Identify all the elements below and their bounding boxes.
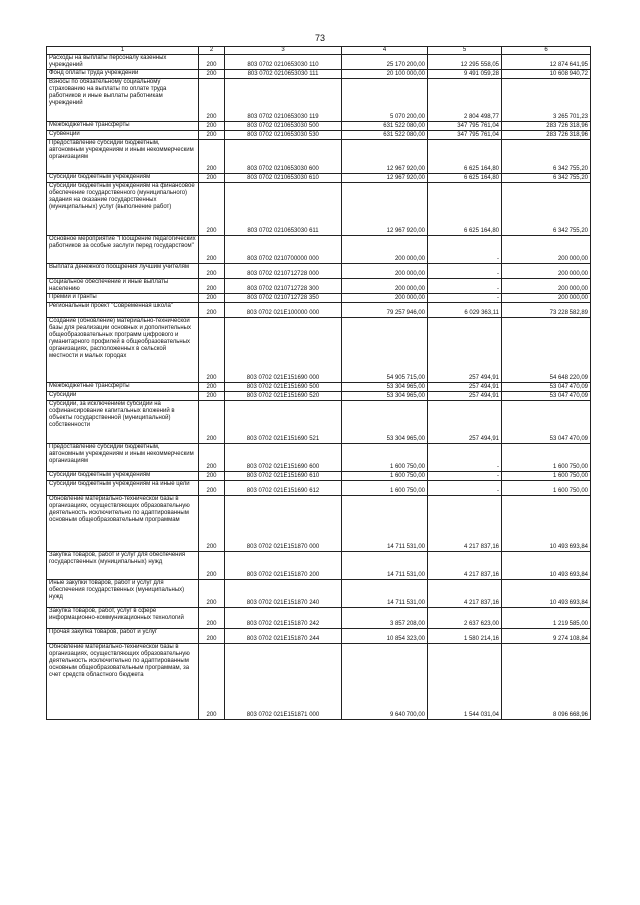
row-exec-cell: 257 494,91 [428, 318, 502, 383]
row-name-cell: Создание (обновление) материально-технической базы для реализации основных и дополнительных общеобразовательных программ цифрового и гуманитарного профилей в общеобразовательных организациях, расположенных в сельской местности и малых городах [47, 318, 199, 383]
row-code-cell: 200 [199, 174, 225, 183]
row-code-cell: 200 [199, 140, 225, 174]
row-kbk-cell: 803 0702 0210700000 000 [225, 236, 342, 264]
row-kbk-cell: 803 0702 021E151690 610 [225, 472, 342, 481]
table-row [47, 496, 591, 552]
row-rest-cell: 200 000,00 [502, 236, 591, 264]
row-exec-cell: 12 295 558,05 [428, 55, 502, 70]
row-plan-cell: 200 000,00 [342, 264, 428, 279]
row-kbk-cell: 803 0702 0210712728 000 [225, 264, 342, 279]
row-code-cell: 200 [199, 122, 225, 131]
row-name-cell: Субсидии бюджетным учреждениям на иные цели [47, 481, 199, 496]
row-code-cell: 200 [199, 580, 225, 608]
header-cell-4: 4 [342, 47, 428, 55]
row-rest-cell: 73 228 582,89 [502, 303, 591, 318]
row-rest-cell: 53 047 470,09 [502, 401, 591, 444]
row-kbk-cell: 803 0702 0210653030 500 [225, 122, 342, 131]
row-kbk-cell: 803 0702 0210653030 119 [225, 79, 342, 122]
row-exec-cell: - [428, 481, 502, 496]
row-name-cell: Фонд оплаты труда учреждений [47, 70, 199, 79]
row-exec-cell: - [428, 279, 502, 294]
row-rest-cell: 1 219 585,00 [502, 608, 591, 629]
row-exec-cell: 2 804 498,77 [428, 79, 502, 122]
row-kbk-cell: 803 0702 021E151690 000 [225, 318, 342, 383]
table-row [47, 401, 591, 444]
row-rest-cell: 54 648 220,09 [502, 318, 591, 383]
row-exec-cell: - [428, 264, 502, 279]
table-row [47, 318, 591, 383]
row-kbk-cell: 803 0702 0210653030 110 [225, 55, 342, 70]
header-cell-3: 3 [225, 47, 342, 55]
row-kbk-cell: 803 0702 0210653030 611 [225, 183, 342, 236]
row-code-cell: 200 [199, 318, 225, 383]
row-rest-cell: 53 047 470,09 [502, 383, 591, 392]
row-name-cell: Субсидии бюджетным учреждениям на финансовое обеспечение государственного (муниципального) задания на оказание государственных (муниципальных) услуг (выполнение работ) [47, 183, 199, 236]
row-code-cell: 200 [199, 383, 225, 392]
row-rest-cell: 10 608 940,72 [502, 70, 591, 79]
row-code-cell: 200 [199, 70, 225, 79]
row-plan-cell: 3 857 208,00 [342, 608, 428, 629]
row-rest-cell: 200 000,00 [502, 294, 591, 303]
row-code-cell: 200 [199, 264, 225, 279]
row-name-cell: Предоставление субсидий бюджетным, автономным учреждениям и иным некоммерческим организациям [47, 444, 199, 472]
row-plan-cell: 14 711 531,00 [342, 552, 428, 580]
row-rest-cell: 283 726 318,96 [502, 122, 591, 131]
row-code-cell: 200 [199, 279, 225, 294]
row-kbk-cell: 803 0702 021E151690 600 [225, 444, 342, 472]
row-exec-cell: 6 625 164,80 [428, 183, 502, 236]
row-name-cell: Региональный проект "Современная школа" [47, 303, 199, 318]
row-code-cell: 200 [199, 236, 225, 264]
row-kbk-cell: 803 0702 021E151871 000 [225, 644, 342, 720]
row-kbk-cell: 803 0702 0210653030 111 [225, 70, 342, 79]
row-code-cell: 200 [199, 481, 225, 496]
row-name-cell: Выплата денежного поощрения лучшим учителям [47, 264, 199, 279]
row-plan-cell: 631 522 080,00 [342, 131, 428, 140]
row-rest-cell: 9 274 108,84 [502, 629, 591, 644]
row-code-cell: 200 [199, 131, 225, 140]
row-name-cell: Субсидии бюджетным учреждениям [47, 472, 199, 481]
row-kbk-cell: 803 0702 021E151870 242 [225, 608, 342, 629]
header-row [47, 47, 591, 55]
row-name-cell: Обновление материально-технической базы в организациях, осуществляющих образовательную деятельность исключительно по адаптированным основным общеобразовательным программам, за счет средств областного бюджета [47, 644, 199, 720]
row-plan-cell: 53 304 965,00 [342, 401, 428, 444]
row-exec-cell: - [428, 294, 502, 303]
row-name-cell: Субвенции [47, 131, 199, 140]
row-kbk-cell: 803 0702 021E151690 521 [225, 401, 342, 444]
row-name-cell: Основное мероприятие "Поощрение педагогических работников за особые заслуги перед государством" [47, 236, 199, 264]
header-cell-5: 5 [428, 47, 502, 55]
row-name-cell: Прочая закупка товаров, работ и услуг [47, 629, 199, 644]
row-exec-cell: 1 544 031,04 [428, 644, 502, 720]
row-plan-cell: 14 711 531,00 [342, 496, 428, 552]
row-exec-cell: 257 494,91 [428, 392, 502, 401]
table-row [47, 140, 591, 174]
budget-table-body [47, 47, 591, 720]
row-rest-cell: 6 342 755,20 [502, 183, 591, 236]
row-exec-cell: 4 217 837,16 [428, 552, 502, 580]
row-exec-cell: 1 580 214,16 [428, 629, 502, 644]
row-plan-cell: 200 000,00 [342, 294, 428, 303]
row-code-cell: 200 [199, 629, 225, 644]
row-code-cell: 200 [199, 401, 225, 444]
row-plan-cell: 54 905 715,00 [342, 318, 428, 383]
row-code-cell: 200 [199, 444, 225, 472]
row-plan-cell: 12 967 920,00 [342, 174, 428, 183]
row-rest-cell: 8 096 668,96 [502, 644, 591, 720]
row-kbk-cell: 803 0702 021E151870 200 [225, 552, 342, 580]
row-code-cell: 200 [199, 303, 225, 318]
row-kbk-cell: 803 0702 021E151870 000 [225, 496, 342, 552]
row-rest-cell: 10 493 693,84 [502, 580, 591, 608]
row-plan-cell: 79 257 946,00 [342, 303, 428, 318]
row-plan-cell: 9 640 700,00 [342, 644, 428, 720]
row-kbk-cell: 803 0702 0210653030 600 [225, 140, 342, 174]
table-row [47, 644, 591, 720]
row-rest-cell: 200 000,00 [502, 279, 591, 294]
row-plan-cell: 53 304 965,00 [342, 383, 428, 392]
header-cell-6: 6 [502, 47, 591, 55]
row-code-cell: 200 [199, 183, 225, 236]
table-row [47, 294, 591, 303]
row-code-cell: 200 [199, 55, 225, 70]
row-plan-cell: 200 000,00 [342, 236, 428, 264]
table-row [47, 174, 591, 183]
row-code-cell: 200 [199, 79, 225, 122]
header-cell-1: 1 [47, 47, 199, 55]
row-exec-cell: 6 625 164,80 [428, 174, 502, 183]
row-exec-cell: - [428, 444, 502, 472]
row-exec-cell: 9 491 059,28 [428, 70, 502, 79]
table-row [47, 236, 591, 264]
row-kbk-cell: 803 0702 0210712728 350 [225, 294, 342, 303]
row-name-cell: Иные закупки товаров, работ и услуг для обеспечения государственных (муниципальных) нужд [47, 580, 199, 608]
row-name-cell: Премии и гранты [47, 294, 199, 303]
row-plan-cell: 10 854 323,00 [342, 629, 428, 644]
row-rest-cell: 53 047 470,09 [502, 392, 591, 401]
row-code-cell: 200 [199, 644, 225, 720]
row-rest-cell: 1 600 750,00 [502, 481, 591, 496]
table-row [47, 279, 591, 294]
row-rest-cell: 200 000,00 [502, 264, 591, 279]
row-plan-cell: 200 000,00 [342, 279, 428, 294]
row-rest-cell: 10 493 693,84 [502, 496, 591, 552]
row-plan-cell: 12 967 920,00 [342, 140, 428, 174]
row-kbk-cell: 803 0702 021E151690 500 [225, 383, 342, 392]
row-code-cell: 200 [199, 608, 225, 629]
row-kbk-cell: 803 0702 021E151870 244 [225, 629, 342, 644]
row-kbk-cell: 803 0702 0210653030 610 [225, 174, 342, 183]
row-exec-cell: 4 217 837,16 [428, 580, 502, 608]
row-code-cell: 200 [199, 552, 225, 580]
row-plan-cell: 20 100 000,00 [342, 70, 428, 79]
row-plan-cell: 1 600 750,00 [342, 444, 428, 472]
table-row [47, 183, 591, 236]
table-row [47, 55, 591, 70]
table-row [47, 481, 591, 496]
row-plan-cell: 25 170 200,00 [342, 55, 428, 70]
row-name-cell: Обновление материально-технической базы в организациях, осуществляющих образовательную деятельность исключительно по адаптированным основным общеобразовательным программам [47, 496, 199, 552]
header-cell-2: 2 [199, 47, 225, 55]
row-exec-cell: 347 795 761,04 [428, 122, 502, 131]
row-plan-cell: 14 711 531,00 [342, 580, 428, 608]
row-code-cell: 200 [199, 496, 225, 552]
row-exec-cell: 257 494,91 [428, 401, 502, 444]
table-row [47, 131, 591, 140]
row-exec-cell: - [428, 472, 502, 481]
table-row [47, 392, 591, 401]
row-name-cell: Взносы по обязательному социальному страхованию на выплаты по оплате труда работников и иные выплаты работникам учреждений [47, 79, 199, 122]
row-plan-cell: 1 600 750,00 [342, 481, 428, 496]
table-row [47, 122, 591, 131]
row-code-cell: 200 [199, 472, 225, 481]
row-kbk-cell: 803 0702 0210653030 530 [225, 131, 342, 140]
row-exec-cell: 257 494,91 [428, 383, 502, 392]
row-name-cell: Субсидии, за исключением субсидий на софинансирование капитальных вложений в объекты государственной (муниципальной) собственности [47, 401, 199, 444]
row-rest-cell: 283 726 318,96 [502, 131, 591, 140]
row-plan-cell: 631 522 080,00 [342, 122, 428, 131]
row-name-cell: Закупка товаров, работ, услуг в сфере информационно-коммуникационных технологий [47, 608, 199, 629]
row-plan-cell: 5 070 200,00 [342, 79, 428, 122]
row-rest-cell: 1 600 750,00 [502, 444, 591, 472]
row-rest-cell: 10 493 693,84 [502, 552, 591, 580]
row-kbk-cell: 803 0702 021E100000 000 [225, 303, 342, 318]
table-row [47, 264, 591, 279]
row-plan-cell: 12 967 920,00 [342, 183, 428, 236]
row-exec-cell: 6 625 164,80 [428, 140, 502, 174]
row-exec-cell: 6 029 363,11 [428, 303, 502, 318]
row-code-cell: 200 [199, 392, 225, 401]
row-kbk-cell: 803 0702 021E151690 612 [225, 481, 342, 496]
table-row [47, 608, 591, 629]
row-name-cell: Предоставление субсидий бюджетным, автономным учреждениям и иным некоммерческим организациям [47, 140, 199, 174]
row-plan-cell: 53 304 965,00 [342, 392, 428, 401]
row-name-cell: Субсидии бюджетным учреждениям [47, 174, 199, 183]
table-row [47, 472, 591, 481]
row-name-cell: Межбюджетные трансферты [47, 383, 199, 392]
row-kbk-cell: 803 0702 0210712728 300 [225, 279, 342, 294]
row-code-cell: 200 [199, 294, 225, 303]
row-rest-cell: 3 265 701,23 [502, 79, 591, 122]
row-exec-cell: - [428, 236, 502, 264]
row-exec-cell: 347 795 761,04 [428, 131, 502, 140]
table-row [47, 629, 591, 644]
row-exec-cell: 4 217 837,16 [428, 496, 502, 552]
row-kbk-cell: 803 0702 021E151690 520 [225, 392, 342, 401]
page-number: 73 [314, 33, 325, 43]
table-row [47, 552, 591, 580]
row-rest-cell: 6 342 755,20 [502, 140, 591, 174]
table-row [47, 79, 591, 122]
row-rest-cell: 6 342 755,20 [502, 174, 591, 183]
row-name-cell: Закупка товаров, работ и услуг для обеспечения государственных (муниципальных) нужд [47, 552, 199, 580]
row-rest-cell: 1 600 750,00 [502, 472, 591, 481]
row-plan-cell: 1 600 750,00 [342, 472, 428, 481]
table-row [47, 383, 591, 392]
row-name-cell: Расходы на выплаты персоналу казенных учреждений [47, 55, 199, 70]
table-row [47, 444, 591, 472]
table-row [47, 70, 591, 79]
budget-table [46, 46, 591, 720]
row-kbk-cell: 803 0702 021E151870 240 [225, 580, 342, 608]
row-name-cell: Субсидии [47, 392, 199, 401]
row-rest-cell: 12 874 641,95 [502, 55, 591, 70]
row-exec-cell: 2 637 623,00 [428, 608, 502, 629]
table-row [47, 303, 591, 318]
table-row [47, 580, 591, 608]
row-name-cell: Социальное обеспечение и иные выплаты населению [47, 279, 199, 294]
row-name-cell: Межбюджетные трансферты [47, 122, 199, 131]
